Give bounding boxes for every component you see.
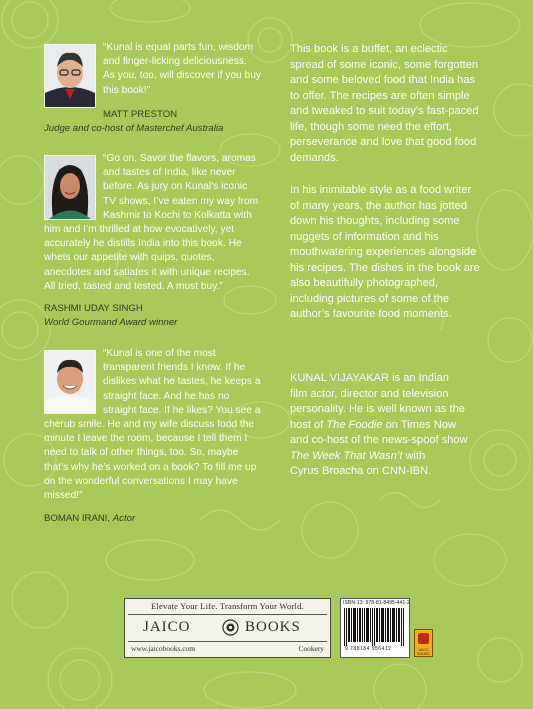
publisher-website: www.jaicobooks.com (131, 644, 195, 653)
matt-preston-photo (44, 44, 96, 108)
divider (128, 614, 327, 615)
badge-text: JAICO BOOKS (417, 648, 430, 656)
quote-2-text: “Go on. Savor the flavors, aromas and tastes of India, like never before. As jury on Kunal’s iconic TV shows, I’ve eaten my way from Kashmir to Kochi to Kolkatta with (103, 153, 259, 221)
quote-3-text-continued: cherub smile. He and my wife discuss food the minute I leave the room, because I tell them I need to talk of other things, too. So, maybe that’s why he’s worked on a book? To fill me up on the wonderful conversations I may have missed!” (44, 419, 257, 502)
barcode-number: 9 788184 956412 (345, 646, 392, 652)
barcode-bars (344, 608, 406, 646)
badge-emblem-icon (418, 633, 429, 644)
quote-3-role: Actor (112, 513, 136, 524)
rashmi-uday-singh-photo (44, 155, 96, 220)
quote-3-author-name: BOMAN IRANI, (44, 513, 111, 524)
publisher-name-right: BOOKS (245, 619, 301, 635)
divider (128, 641, 327, 642)
author-bio: KUNAL VIJAYAKAR is an Indian film actor, director and television personality. He is well known as the host of The Foodie on Times Now and co-host of the news-spoof show The Week That Wasn’t with Cyrus Broacha on CNN-IBN. (290, 372, 468, 477)
publisher-box (124, 598, 331, 658)
quote-1-author: MATT PRESTON (103, 109, 178, 120)
jaico-logo-icon (222, 619, 239, 636)
book-description-1: This book is a buffet, an eclectic spread of some iconic, some forgotten and some beloved food that India has to offer. The recipes are often simple and tweaked to suit today’s fast-paced life, though some need the effort, perseverance and love that good food demands. (290, 43, 479, 164)
quote-2-role: World Gourmand Award winner (44, 317, 178, 328)
publisher-name-left: JAICO (143, 619, 191, 635)
book-description-2: In his inimitable style as a food writer of many years, the author has jotted down his thoughts, including some nuggets of information and his mouthwatering experiences alongside his recipes. The dishes in the book are also beautifully photographed, including pictures of some of the author’s favourite food moments. (290, 184, 480, 320)
boman-irani-photo (44, 350, 96, 414)
quote-1-text: “Kunal is equal parts fun, wisdom and finger-licking deliciousness. As you, too, will discover if you buy this book!” (103, 42, 261, 96)
isbn-text: ISBN-13: 978-81-8495-441-2 (343, 600, 410, 606)
barcode (340, 598, 410, 658)
quote-2-author: RASHMI UDAY SINGH (44, 303, 143, 314)
quote-2-text-continued: him and I’m thrilled at how evocatively, yet accurately he distills India into this book. He whets our appetite with quips, quotes, anecdotes and satiates it with unique recipes. All tried, tasted and tested. A must buy.” (44, 224, 250, 292)
jaico-badge-logo (414, 629, 433, 657)
publisher-tagline: Elevate Your Life. Transform Your World. (150, 601, 304, 611)
quote-3-text: “Kunal is one of the most transparent friends I know. If he dislikes what he tastes, he keeps a straight face. And he has no straight face. If he likes? You see a (103, 348, 261, 416)
quote-3-author (44, 512, 135, 525)
quote-1-role: Judge and co-host of Masterchef Australia (44, 123, 224, 134)
book-genre: Cookery (298, 644, 324, 653)
